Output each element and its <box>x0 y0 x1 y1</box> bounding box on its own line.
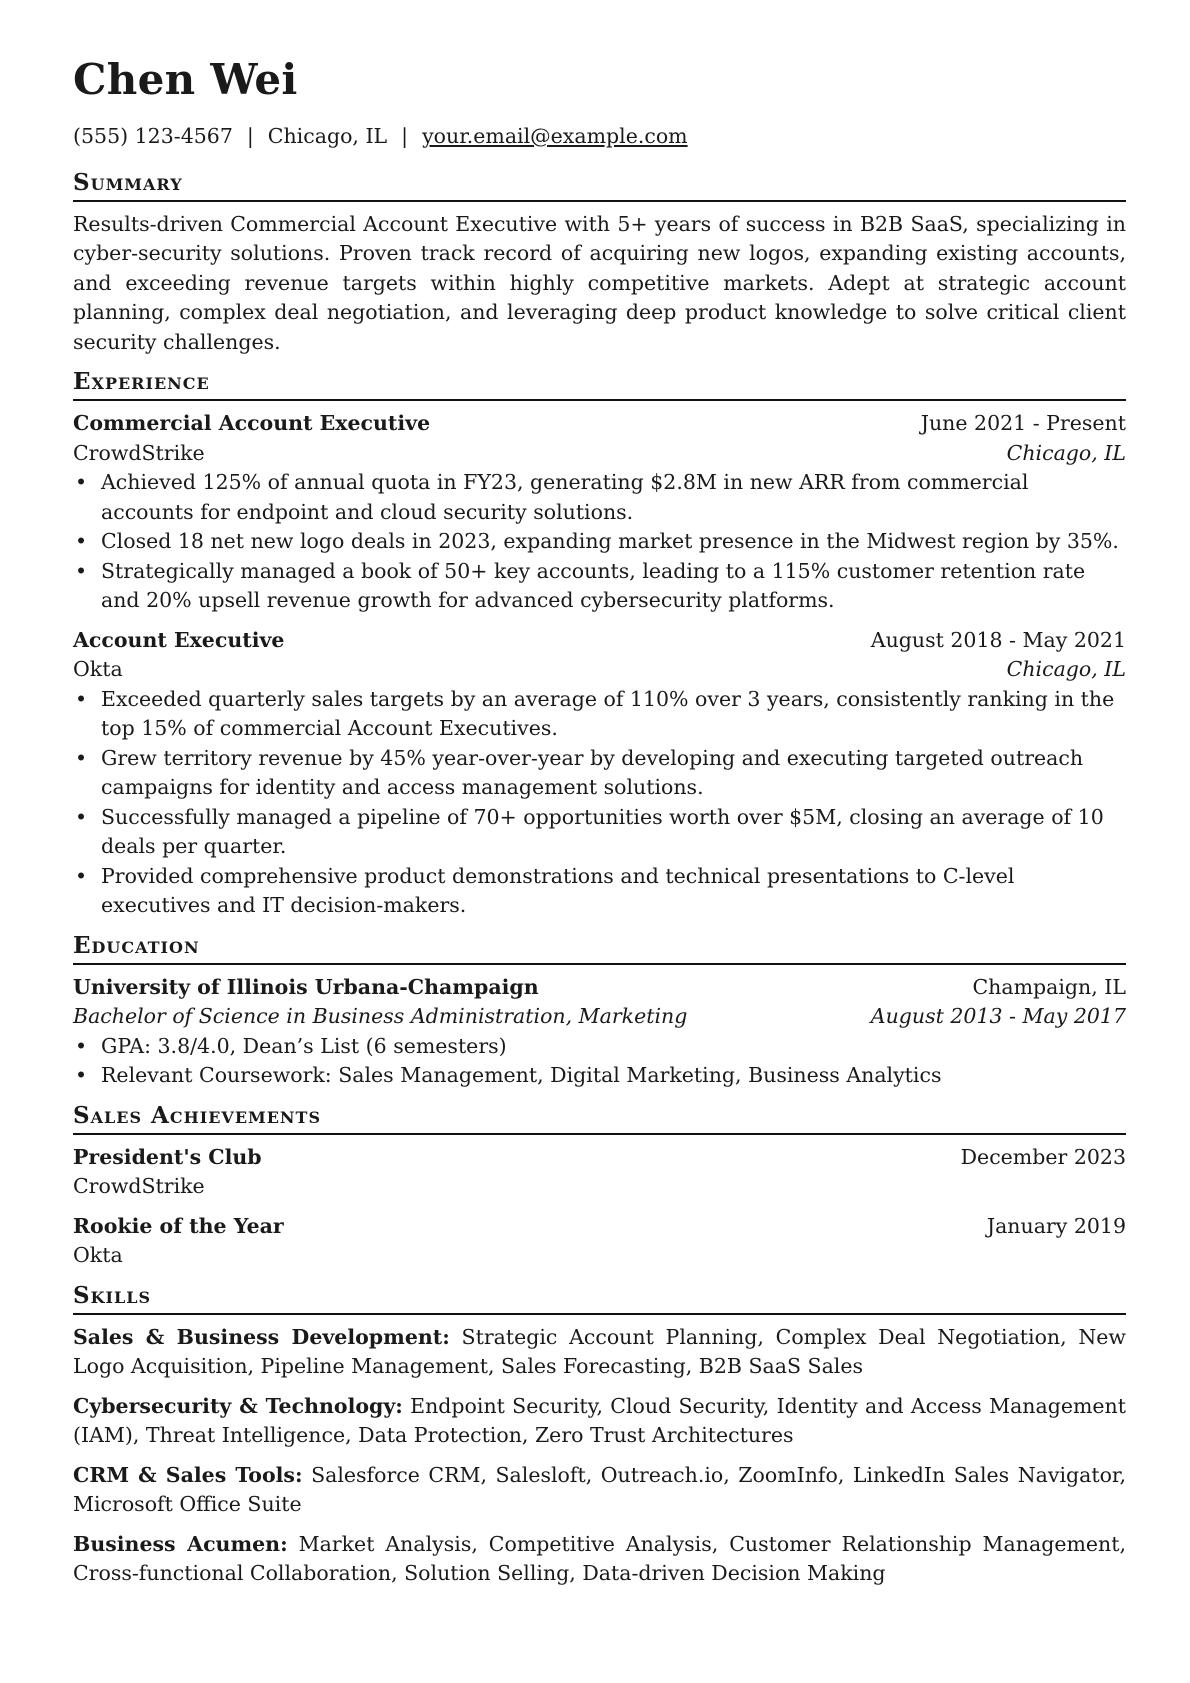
skill-text: Market Analysis, Competitive Analysis, Customer Relationship Management, Cross-functional Collaboration, Solution Selling, Data-driven Decision Making <box>73 1531 1126 1585</box>
bullet-item: • Achieved 125% of annual quota in FY23, generating $2.8M in new ARR from commercial accounts for endpoint and cloud security solutions. <box>101 468 1126 527</box>
award-name: Rookie of the Year <box>73 1213 284 1238</box>
education-dates: August 2013 - May 2017 <box>870 1004 1126 1028</box>
skill-group <box>73 1461 1126 1520</box>
skill-group <box>73 1323 1126 1382</box>
achievements-section <box>73 1101 1126 1271</box>
award-date: January 2019 <box>986 1213 1126 1238</box>
skill-label: CRM & Sales Tools: <box>73 1462 303 1487</box>
job-entry <box>73 626 1126 921</box>
job-location: Chicago, IL <box>1006 440 1126 465</box>
contact-separator: | <box>401 124 409 148</box>
skill-label: Business Acumen: <box>73 1531 288 1556</box>
skill-text: Salesforce CRM, Salesloft, Outreach.io, ZoomInfo, LinkedIn Sales Navigator, Microsoft Office Suite <box>73 1462 1126 1516</box>
summary-text: Results-driven Commercial Account Executive with 5+ years of success in B2B SaaS, specializing in cyber-security solutions. Proven track record of acquiring new logos, expanding existing accounts, and exceeding revenue targets within highly competitive markets. Adept at strategic account planning, complex deal negotiation, and leveraging deep product knowledge to solve critical client security challenges. <box>73 211 1126 354</box>
award-name: President's Club <box>73 1144 262 1169</box>
bullet-item: • Provided comprehensive product demonstrations and technical presentations to C-level executives and IT decision-makers. <box>101 862 1126 921</box>
job-company: Okta <box>73 657 123 681</box>
bullet-item: • Successfully managed a pipeline of 70+ opportunities worth over $5M, closing an average of 10 deals per quarter. <box>101 803 1126 862</box>
bullet-item: • Closed 18 net new logo deals in 2023, expanding market presence in the Midwest region by 35%. <box>101 527 1126 557</box>
skill-group <box>73 1392 1126 1451</box>
education-bullets <box>73 1032 1126 1091</box>
contact-separator: | <box>246 124 254 148</box>
email-link[interactable]: your.email@example.com <box>422 124 688 148</box>
skill-group <box>73 1530 1126 1589</box>
skill-label: Sales & Business Development: <box>73 1324 450 1349</box>
bullet-item: • Grew territory revenue by 45% year-over-year by developing and executing targeted outreach campaigns for identity and access management solutions. <box>101 744 1126 803</box>
job-entry <box>73 409 1126 616</box>
job-bullets <box>73 685 1126 921</box>
job-role: Commercial Account Executive <box>73 411 431 435</box>
job-header <box>73 409 1126 439</box>
job-location: Chicago, IL <box>1006 657 1126 681</box>
section-title-experience: Experience <box>73 367 1126 401</box>
contact-line <box>73 122 1126 152</box>
skill-text: Strategic Account Planning, Complex Deal Negotiation, New Logo Acquisition, Pipeline Management, Sales Forecasting, B2B SaaS Sales <box>73 1324 1126 1378</box>
summary-section <box>73 168 1126 358</box>
experience-section <box>73 367 1126 921</box>
achievement-header <box>73 1143 1126 1173</box>
job-subheader <box>73 439 1126 469</box>
skill-text: Endpoint Security, Cloud Security, Identity and Access Management (IAM), Threat Intelligence, Data Protection, Zero Trust Architectures <box>73 1393 1126 1447</box>
location: Chicago, IL <box>267 124 388 148</box>
job-header <box>73 626 1126 656</box>
education-subheader <box>73 1002 1126 1032</box>
job-role: Account Executive <box>73 627 285 652</box>
award-org: CrowdStrike <box>73 1174 205 1198</box>
job-dates: August 2018 - May 2021 <box>870 627 1126 652</box>
job-subheader <box>73 655 1126 685</box>
degree: Bachelor of Science in Business Administration, Marketing <box>73 1004 688 1028</box>
education-section <box>73 931 1126 1091</box>
section-title-summary: Summary <box>73 168 1126 202</box>
section-title-skills: Skills <box>73 1281 1126 1315</box>
school-location: Champaign, IL <box>972 974 1126 999</box>
job-bullets <box>73 468 1126 616</box>
achievement-entry <box>73 1212 1126 1271</box>
job-dates: June 2021 - Present <box>920 411 1126 435</box>
education-header <box>73 973 1126 1003</box>
skill-label: Cybersecurity & Technology: <box>73 1393 403 1418</box>
school-name: University of Illinois Urbana-Champaign <box>73 974 539 999</box>
resume-page <box>73 56 1126 1599</box>
skills-section <box>73 1281 1126 1589</box>
phone-number: (555) 123-4567 <box>73 124 233 148</box>
achievement-entry <box>73 1143 1126 1202</box>
section-title-education: Education <box>73 931 1126 965</box>
bullet-item: • Exceeded quarterly sales targets by an average of 110% over 3 years, consistently ranking in the top 15% of commercial Account Executives. <box>101 685 1126 744</box>
achievement-header <box>73 1212 1126 1242</box>
bullet-item: • Relevant Coursework: Sales Management, Digital Marketing, Business Analytics <box>101 1061 1126 1091</box>
bullet-item: • Strategically managed a book of 50+ key accounts, leading to a 115% customer retention rate and 20% upsell revenue growth for advanced cybersecurity platforms. <box>101 557 1126 616</box>
award-org: Okta <box>73 1243 123 1267</box>
section-title-achievements: Sales Achievements <box>73 1101 1126 1135</box>
bullet-item: • GPA: 3.8/4.0, Dean’s List (6 semesters) <box>101 1032 1126 1062</box>
candidate-name: Chen Wei <box>73 55 298 104</box>
award-date: December 2023 <box>960 1144 1126 1169</box>
job-company: CrowdStrike <box>73 440 205 465</box>
